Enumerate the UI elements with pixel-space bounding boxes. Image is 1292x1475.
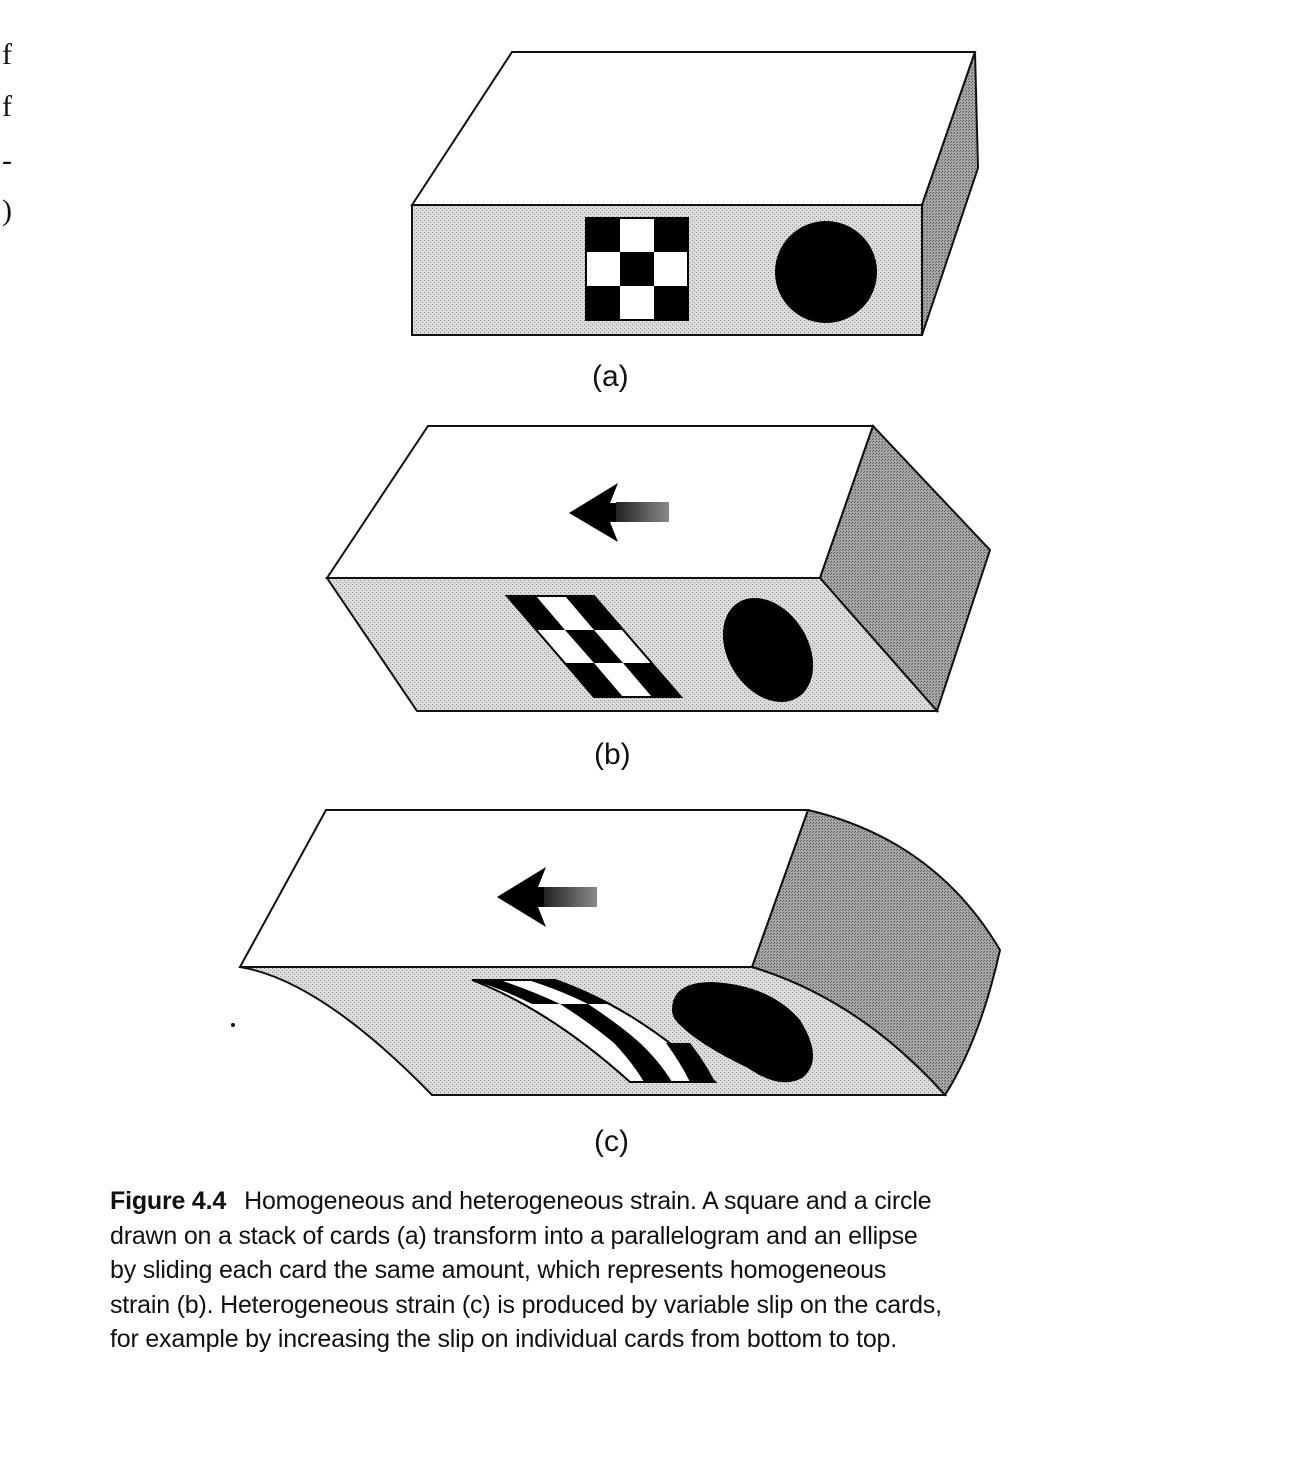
block-a bbox=[412, 52, 978, 335]
block-a-top-face bbox=[412, 52, 975, 205]
block-b bbox=[327, 426, 990, 719]
margin-fragment: f bbox=[2, 38, 12, 71]
panel-label-c: (c) bbox=[594, 1125, 629, 1158]
panel-label-a: (a) bbox=[592, 360, 629, 393]
caption-line-2: drawn on a stack of cards (a) transform into a parallelogram and an ellipse bbox=[110, 1221, 918, 1250]
block-c bbox=[231, 810, 1000, 1095]
panel-label-b: (b) bbox=[594, 738, 631, 771]
figure-caption bbox=[110, 1184, 1150, 1357]
caption-line-1: Figure 4.4 Homogeneous and heterogeneous strain. A square and a circle bbox=[110, 1187, 932, 1215]
margin-fragment: f bbox=[2, 90, 12, 123]
margin-fragment: ) bbox=[2, 194, 12, 227]
caption-line-5: for example by increasing the slip on individual cards from bottom to top. bbox=[110, 1325, 897, 1353]
caption-line-3: by sliding each card the same amount, which represents homogeneous bbox=[110, 1256, 887, 1284]
margin-fragment: - bbox=[2, 144, 12, 177]
caption-line-4: strain (b). Heterogeneous strain (c) is produced by variable slip on the cards, bbox=[110, 1290, 942, 1319]
figure-number: Figure 4.4 bbox=[110, 1187, 227, 1215]
checker-square-icon bbox=[586, 218, 688, 320]
circle-marker bbox=[775, 221, 877, 323]
